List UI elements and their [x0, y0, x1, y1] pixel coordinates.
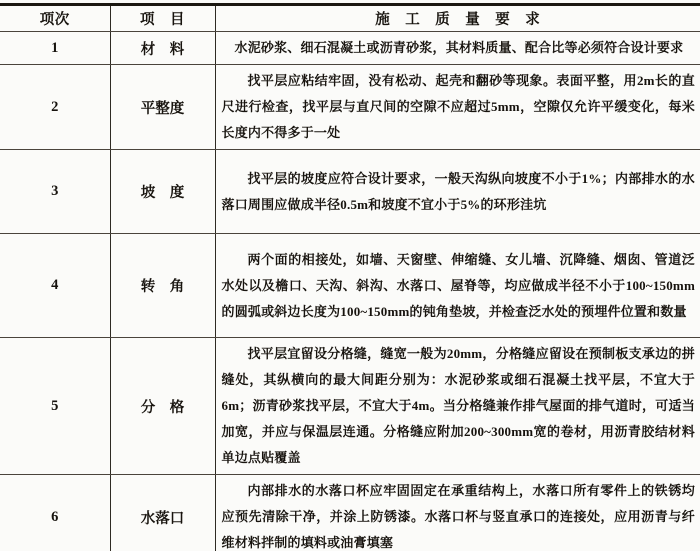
table-row	[0, 65, 700, 150]
row-no: 4	[0, 234, 110, 338]
table-row	[0, 338, 700, 475]
table-row	[0, 475, 700, 551]
row-item-label: 材 料	[110, 32, 215, 65]
row-requirement-text: 内部排水的水落口杯应牢固固定在承重结构上，水落口所有零件上的铁锈均应预先清除干净，并涂上防锈漆。水落口杯与竖直承口的连接处，应用沥青与纤维材料拌制的填料或油膏填塞	[221, 483, 695, 550]
row-requirement-text: 水泥砂浆、细石混凝土或沥青砂浆，其材料质量、配合比等必须符合设计要求	[234, 40, 684, 55]
row-no: 1	[0, 32, 110, 65]
row-no: 2	[0, 65, 110, 150]
row-item-label: 分 格	[110, 338, 215, 475]
table-header-row	[0, 5, 700, 32]
table-row	[0, 150, 700, 234]
table-row	[0, 32, 700, 65]
row-item-label: 水落口	[110, 475, 215, 551]
row-item-label: 转 角	[110, 234, 215, 338]
row-no: 5	[0, 338, 110, 475]
column-header-item-no: 项次	[0, 5, 110, 32]
row-item-label: 平整度	[110, 65, 215, 150]
row-item-label: 坡 度	[110, 150, 215, 234]
column-header-item: 项 目	[110, 5, 215, 32]
table-row	[0, 234, 700, 338]
row-no: 6	[0, 475, 110, 551]
column-header-requirement: 施 工 质 量 要 求	[215, 5, 700, 32]
row-requirement-text: 找平层的坡度应符合设计要求，一般天沟纵向坡度不小于1%；内部排水的水落口周围应做成半径0.5m和坡度不宜小于5%的环形洼坑	[221, 170, 695, 212]
construction-quality-requirements-table	[0, 3, 700, 551]
row-requirement-text: 找平层应粘结牢固，没有松动、起壳和翻砂等现象。表面平整，用2m长的直尺进行检查，找平层与直尺间的空隙不应超过5mm，空隙仅允许平缓变化，每米长度内不得多于一处	[221, 73, 695, 140]
row-no: 3	[0, 150, 110, 234]
row-requirement-text: 两个面的相接处，如墙、天窗壁、伸缩缝、女儿墙、沉降缝、烟囱、管道泛水处以及檐口、天沟、斜沟、水落口、屋脊等，均应做成半径不小于100~150mm的圆弧或斜边长度为100~150mm的钝角垫坡，并检查泛水处的预埋件位置和数量	[221, 251, 695, 319]
row-requirement-text: 找平层宜留设分格缝，缝宽一般为20mm，分格缝应留设在预制板支承边的拼缝处，其纵横向的最大间距分别为：水泥砂浆或细石混凝土找平层，不宜大于6m；沥青砂浆找平层，不宜大于4m。当分格缝兼作排气屋面的排气道时，可适当加宽，并应与保温层连通。分格缝应附加200~300mm宽的卷材，用沥青胶结材料单边点贴覆盖	[221, 346, 695, 465]
